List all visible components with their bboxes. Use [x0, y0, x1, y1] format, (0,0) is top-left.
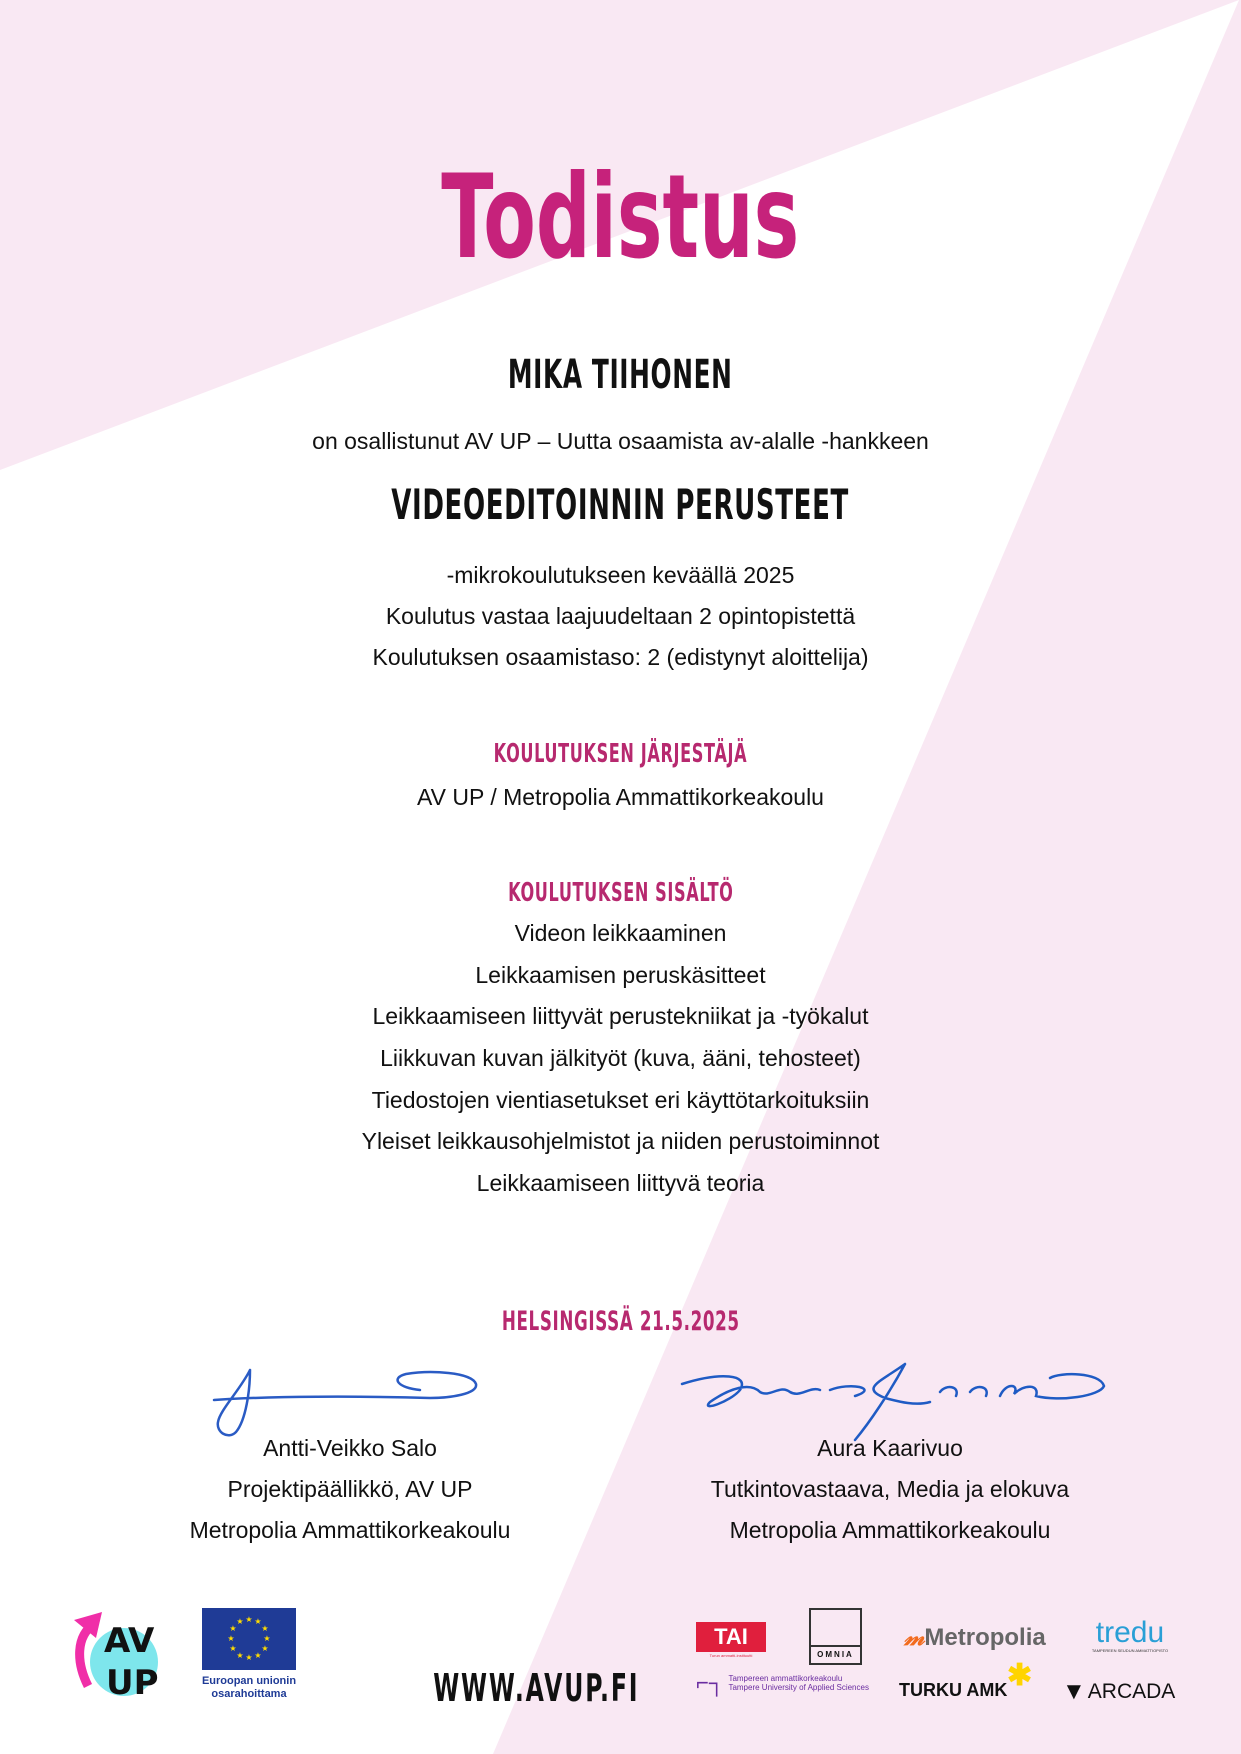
tamk-logo: ⌐┐ Tampereen ammattikorkeakoulu Tampere University of Applied Sciences	[696, 1670, 869, 1695]
arcada-logo: ▼ ARCADA	[1062, 1678, 1176, 1705]
intro-text: on osallistunut AV UP – Uutta osaamista av-alalle -hankkeen	[312, 428, 929, 454]
arcada-mark-icon: ▼	[1062, 1678, 1086, 1705]
recipient-name: MIKA TIIHONEN	[508, 352, 733, 398]
content-item: Leikkaamisen peruskäsitteet	[475, 962, 766, 988]
signatory-org: Metropolia Ammattikorkeakoulu	[729, 1517, 1051, 1543]
tai-logo: TAI	[696, 1622, 766, 1652]
signatory-name: Antti-Veikko Salo	[263, 1435, 437, 1461]
organizer-value: AV UP / Metropolia Ammattikorkeakoulu	[417, 784, 824, 810]
metropolia-logo: 𝓂Metropolia	[904, 1624, 1046, 1651]
detail-line: -mikrokoulutukseen keväällä 2025	[446, 562, 795, 588]
content-item: Tiedostojen vientiasetukset eri käyttötarkoituksiin	[371, 1087, 870, 1113]
metropolia-mark-icon: 𝓂	[904, 1624, 925, 1651]
svg-text:★: ★	[236, 1651, 244, 1660]
avup-logo	[66, 1606, 172, 1702]
svg-text:★: ★	[236, 1617, 244, 1626]
eu-flag-icon	[202, 1608, 296, 1670]
svg-text:★: ★	[254, 1651, 262, 1660]
eu-caption-1: Euroopan unionin	[201, 1675, 297, 1687]
eu-caption-2: osarahoittama	[211, 1688, 287, 1700]
content-item: Leikkaamiseen liittyvä teoria	[476, 1170, 765, 1196]
avup-logo-text-2: UP	[106, 1663, 159, 1702]
avup-logo-text-1: AV	[104, 1621, 155, 1661]
svg-text:★: ★	[261, 1644, 269, 1653]
content-item: Liikkuvan kuvan jälkityöt (kuva, ääni, tehosteet)	[380, 1045, 861, 1071]
svg-text:★: ★	[245, 1653, 253, 1662]
svg-text:★: ★	[229, 1644, 237, 1653]
detail-line: Koulutuksen osaamistaso: 2 (edistynyt aloittelija)	[372, 644, 869, 670]
star-icon: ✱	[1007, 1659, 1033, 1692]
omnia-logo: OMNIA	[809, 1608, 862, 1665]
svg-text:★: ★	[229, 1624, 237, 1633]
website-url[interactable]: WWW.AVUP.FI	[433, 1666, 640, 1710]
content-item: Videon leikkaaminen	[514, 920, 727, 946]
signatory-2	[680, 1428, 1100, 1551]
svg-text:★: ★	[261, 1624, 269, 1633]
tai-subtitle: Turun ammatti-instituutti	[709, 1653, 753, 1658]
signatory-1	[150, 1428, 550, 1551]
place-date: HELSINGISSÄ 21.5.2025	[501, 1306, 740, 1337]
signatory-name: Aura Kaarivuo	[817, 1435, 963, 1461]
tamk-mark-icon: ⌐┐	[696, 1670, 725, 1695]
signatory-title: Projektipäällikkö, AV UP	[227, 1476, 473, 1502]
course-name: VIDEOEDITOINNIN PERUSTEET	[391, 480, 850, 529]
svg-text:★: ★	[263, 1634, 271, 1643]
organizer-heading: KOULUTUKSEN JÄRJESTÄJÄ	[493, 739, 748, 769]
svg-text:★: ★	[245, 1615, 253, 1624]
certificate-title: Todistus	[441, 150, 800, 285]
signatory-org: Metropolia Ammattikorkeakoulu	[189, 1517, 511, 1543]
svg-text:★: ★	[254, 1617, 262, 1626]
content-item: Leikkaamiseen liittyvät perustekniikat ja -työkalut	[372, 1003, 869, 1029]
content-heading: KOULUTUKSEN SISÄLTÖ	[507, 878, 734, 908]
eu-logo	[201, 1608, 297, 1701]
svg-text:★: ★	[227, 1634, 235, 1643]
detail-line: Koulutus vastaa laajuudeltaan 2 opintopistettä	[385, 603, 856, 629]
content-item: Yleiset leikkausohjelmistot ja niiden perustoiminnot	[361, 1128, 880, 1154]
tredu-logo: tredu TAMPEREEN SEUDUN AMMATTIOPISTO	[1091, 1616, 1169, 1653]
turku-amk-logo: TURKU AMK ✱	[899, 1659, 1033, 1700]
signatory-title: Tutkintovastaava, Media ja elokuva	[710, 1476, 1070, 1502]
